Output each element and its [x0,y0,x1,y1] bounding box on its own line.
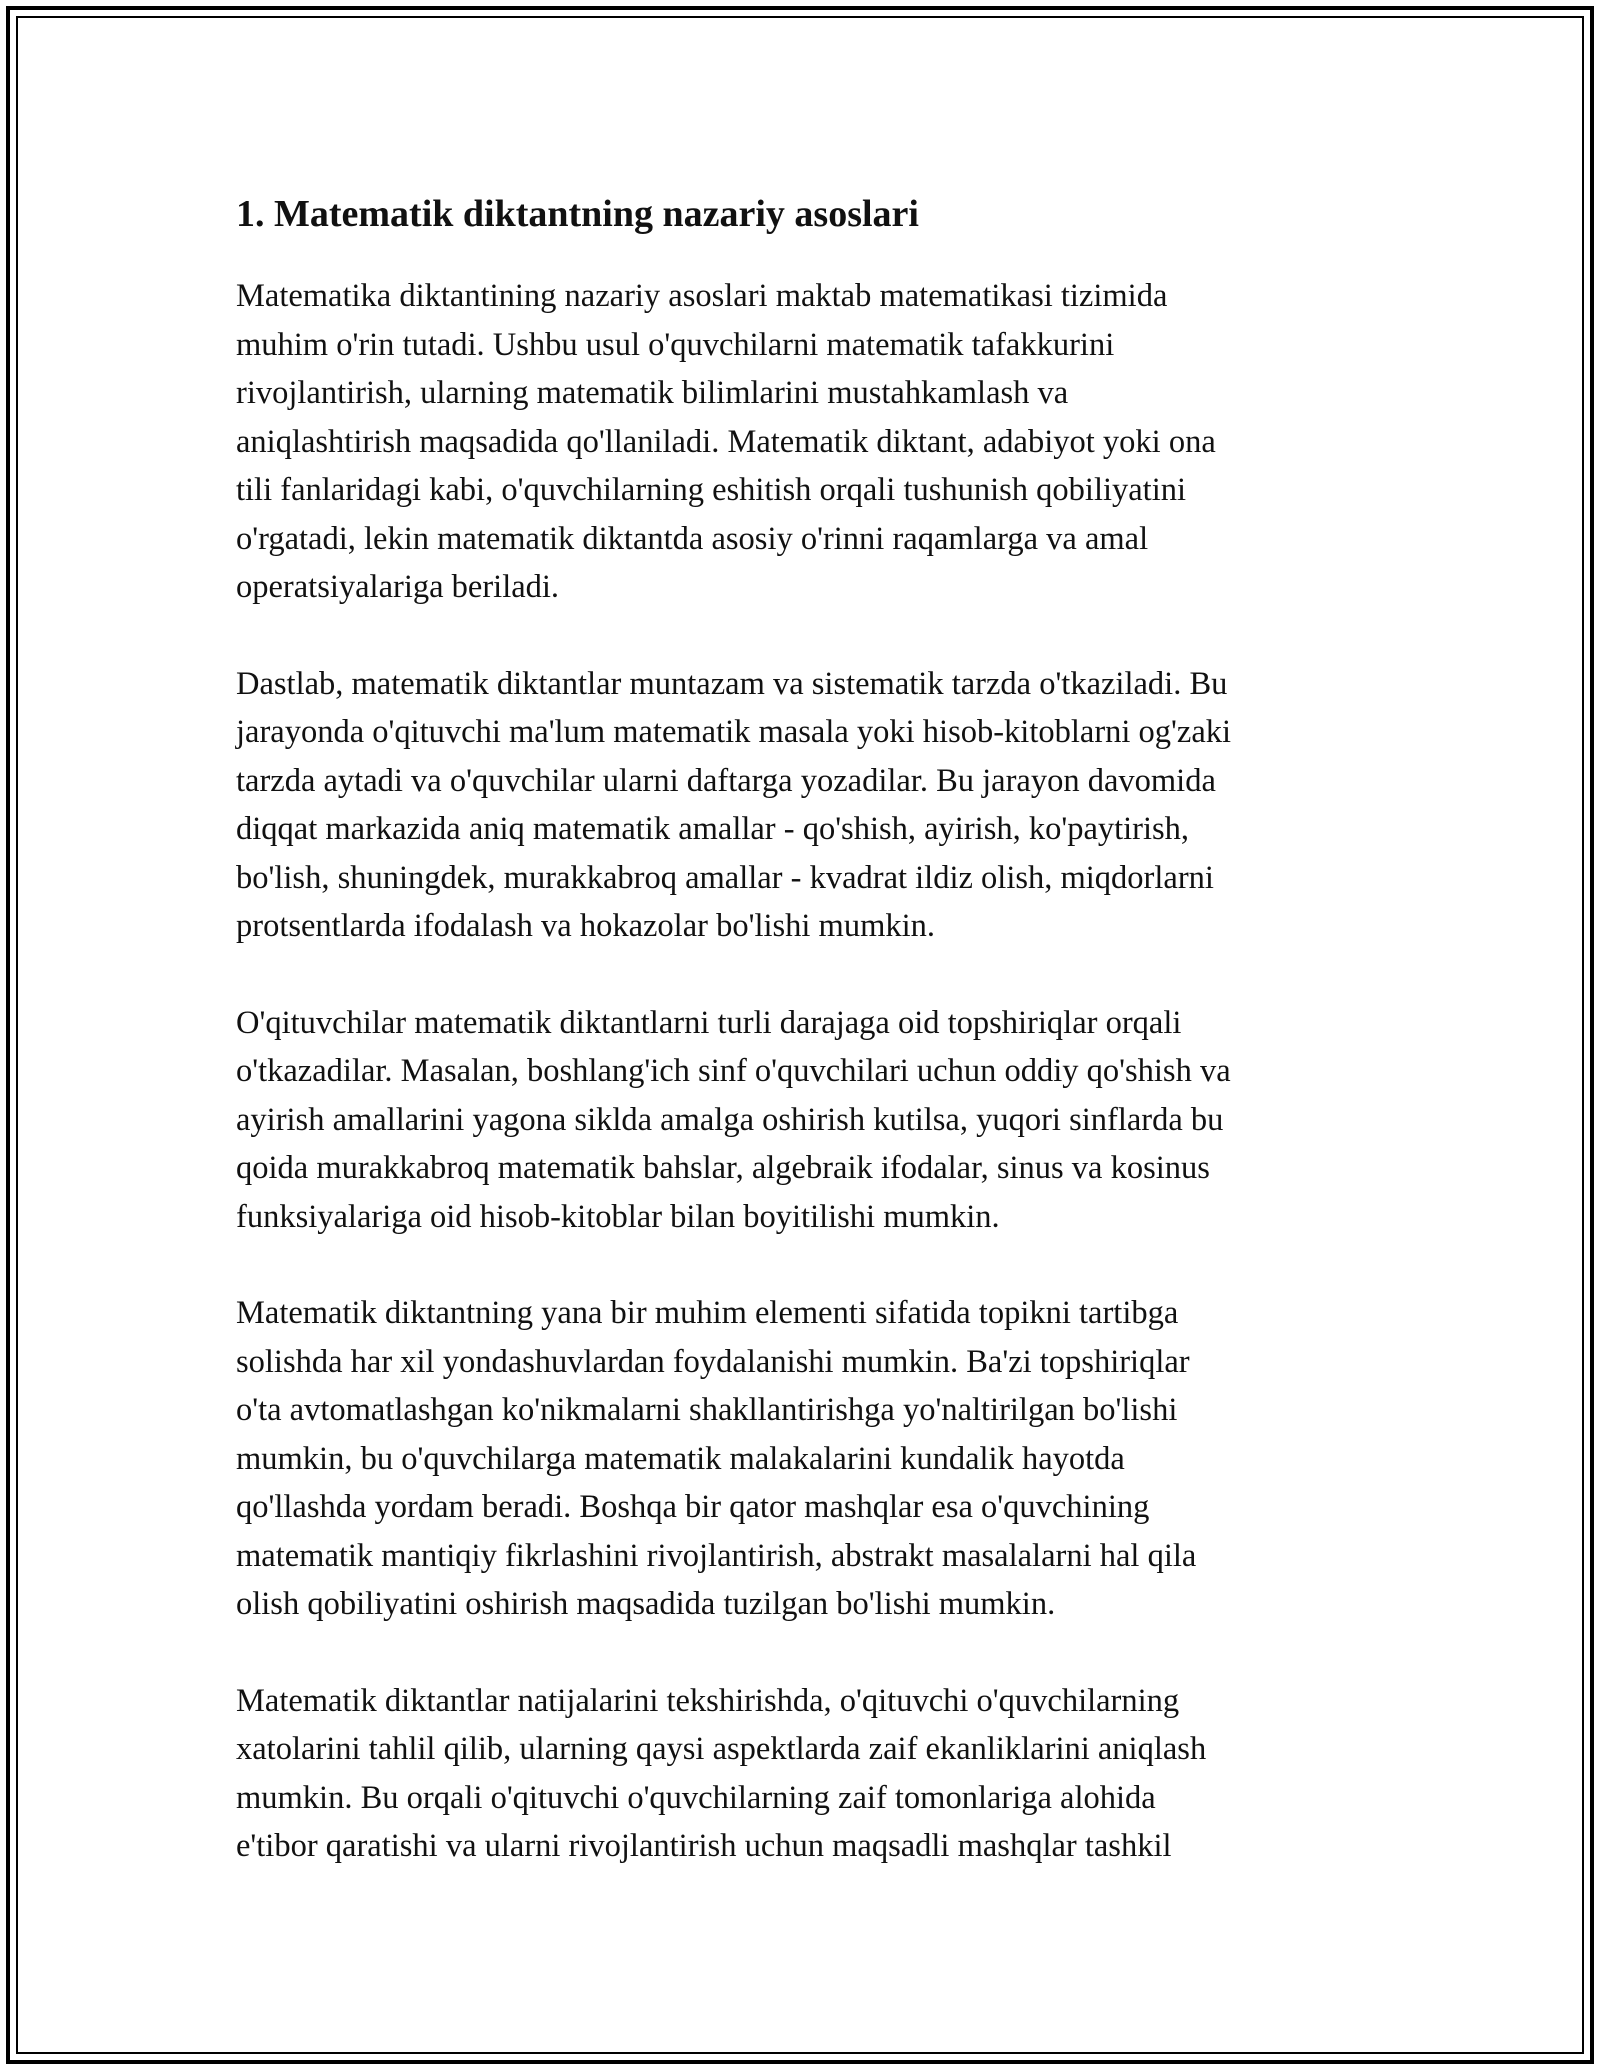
paragraph-line: Matematik diktantlar natijalarini tekshirishda, o'qituvchi o'quvchilarning [236,1682,1180,1719]
paragraph-line: e'tibor qaratishi va ularni rivojlantirish uchun maqsadli mashqlar tashkil [236,1828,1172,1864]
document-body [236,186,1376,1871]
paragraph-line: solishda har xil yondashuvlardan foydalanishi mumkin. Ba'zi topshiriqlar [236,1343,1190,1380]
section-heading: 1. Matematik diktantning nazariy asoslari [236,193,919,235]
paragraph-line: o'tkazadilar. Masalan, boshlang'ich sinf o'quvchilari uchun oddiy qo'shish va [236,1053,1231,1089]
paragraph-line: matematik mantiqiy fikrlashini rivojlantirish, abstrakt masalalarni hal qila [236,1537,1197,1574]
paragraph-line: aniqlashtirish maqsadida qo'llaniladi. Matematik diktant, adabiyot yoki ona [236,423,1216,460]
paragraph-line: qoida murakkabroq matematik bahslar, algebraik ifodalar, sinus va kosinus [236,1150,1210,1186]
paragraph-line: bo'lish, shuningdek, murakkabroq amallar - kvadrat ildiz olish, miqdorlarni [236,859,1214,896]
paragraph-list [236,272,1376,1871]
paragraph-line: rivojlantirish, ularning matematik bilimlarini mustahkamlash va [236,375,1069,411]
paragraph-line: tarzda aytadi va o'quvchilar ularni daftarga yozadilar. Bu jarayon davomida [236,762,1216,799]
paragraph-line: mumkin, bu o'quvchilarga matematik malakalarini kundalik hayotda [236,1440,1125,1477]
paragraph-line: tili fanlaridagi kabi, o'quvchilarning eshitish orqali tushunish qobiliyatini [236,472,1187,508]
paragraph [236,1289,1376,1629]
paragraph [236,1677,1376,1871]
paragraph-line: Matematik diktantning yana bir muhim elementi sifatida topikni tartibga [236,1295,1179,1331]
paragraph-line: funksiyalariga oid hisob-kitoblar bilan boyitilishi mumkin. [236,1198,1000,1235]
paragraph [236,660,1376,951]
paragraph-line: qo'llashda yordam beradi. Boshqa bir qator mashqlar esa o'quvchining [236,1489,1150,1525]
paragraph-line: mumkin. Bu orqali o'qituvchi o'quvchilarning zaif tomonlariga alohida [236,1779,1156,1816]
paragraph-line: olish qobiliyatini oshirish maqsadida tuzilgan bo'lishi mumkin. [236,1586,1056,1622]
paragraph-line: Dastlab, matematik diktantlar muntazam va sistematik tarzda o'tkaziladi. Bu [236,665,1228,702]
paragraph-line: protsentlarda ifodalash va hokazolar bo'lishi mumkin. [236,908,936,944]
paragraph-line: ayirish amallarini yagona siklda amalga oshirish kutilsa, yuqori sinflarda bu [236,1101,1224,1138]
paragraph-line: o'rgatadi, lekin matematik diktantda asosiy o'rinni raqamlarga va amal [236,520,1149,557]
paragraph [236,999,1376,1242]
paragraph-line: xatolarini tahlil qilib, ularning qaysi aspektlarda zaif ekanliklarini aniqlash [236,1731,1207,1767]
paragraph-line: O'qituvchilar matematik diktantlarni turli darajaga oid topshiriqlar orqali [236,1004,1182,1041]
paragraph [236,272,1376,612]
paragraph-line: Matematika diktantining nazariy asoslari maktab matematikasi tizimida [236,278,1168,314]
paragraph-line: jarayonda o'qituvchi ma'lum matematik masala yoki hisob-kitoblarni og'zaki [236,714,1232,750]
paragraph-line: muhim o'rin tutadi. Ushbu usul o'quvchilarni matematik tafakkurini [236,326,1115,363]
paragraph-line: o'ta avtomatlashgan ko'nikmalarni shakllantirishga yo'naltirilgan bo'lishi [236,1392,1178,1428]
paragraph-line: operatsiyalariga beriladi. [236,569,560,605]
paragraph-line: diqqat markazida aniq matematik amallar - qo'shish, ayirish, ko'paytirish, [236,811,1190,847]
